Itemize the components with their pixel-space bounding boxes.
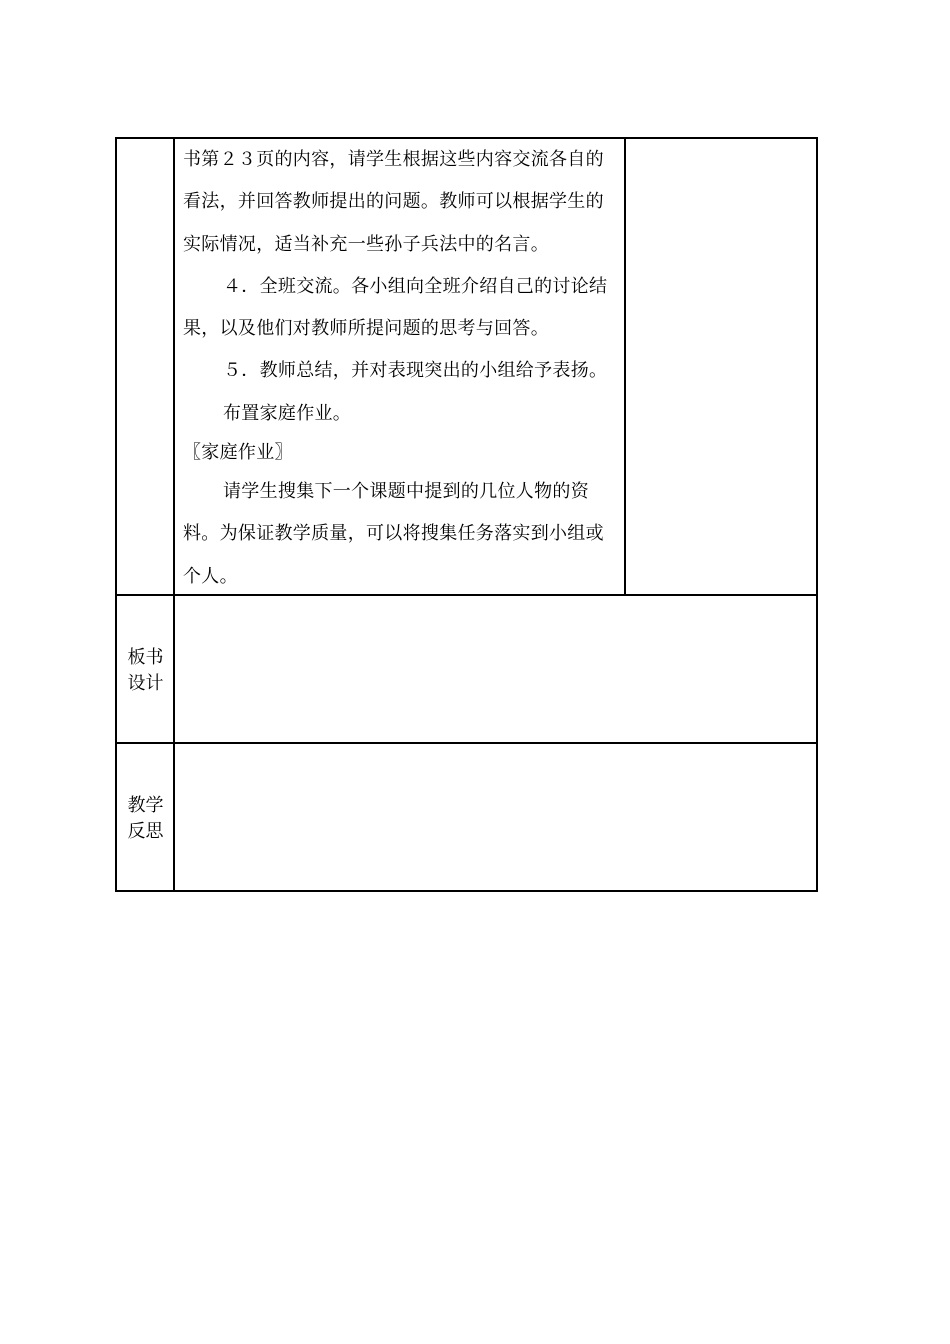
column-divider-right	[624, 137, 626, 595]
activity-line: ５．教师总结，并对表现突出的小组给予表扬。	[223, 360, 608, 382]
activity-content	[183, 139, 623, 598]
activity-line: 请学生搜集下一个课题中提到的几位人物的资	[223, 481, 589, 503]
activity-line: 布置家庭作业。	[223, 402, 352, 424]
activity-line: 料。为保证教学质量，可以将搜集任务落实到小组或	[183, 523, 604, 545]
activity-line: 个人。	[183, 565, 238, 587]
activity-line: 看法，并回答教师提出的问题。教师可以根据学生的	[183, 191, 604, 213]
column-divider-left	[173, 137, 175, 892]
board-design-label: 板书 设计	[127, 647, 164, 694]
activity-line: 实际情况，适当补充一些孙子兵法中的名言。	[183, 233, 549, 255]
row-divider-2	[115, 742, 818, 744]
activity-line: ４．全班交流。各小组向全班介绍自己的讨论结	[223, 275, 608, 297]
teaching-reflection-label: 教学 反思	[127, 795, 164, 842]
activity-line: 果，以及他们对教师所提问题的思考与回答。	[183, 318, 549, 340]
activity-line: 书第２３页的内容，请学生根据这些内容交流各自的	[183, 149, 604, 170]
homework-heading: 〖家庭作业〗	[183, 442, 293, 464]
